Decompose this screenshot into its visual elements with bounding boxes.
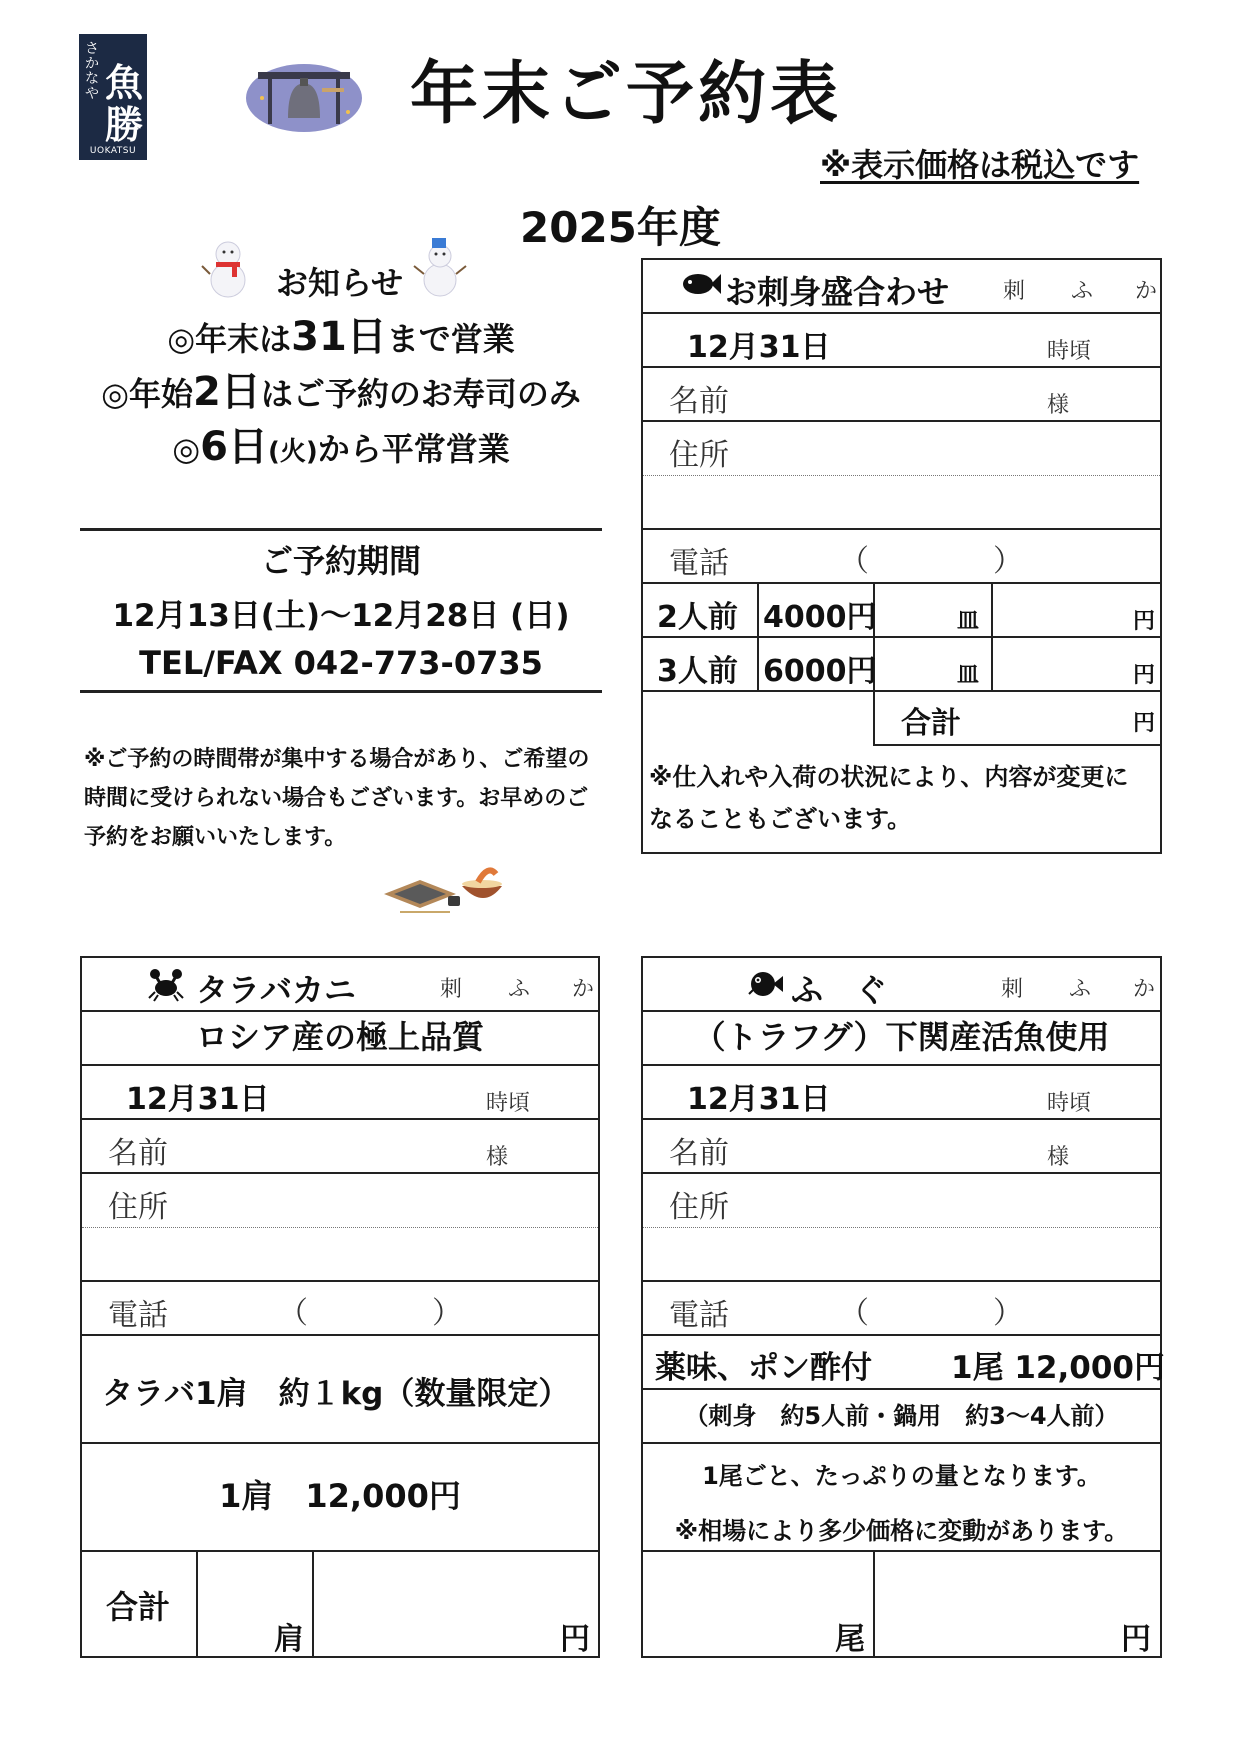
address-label: 住所 — [669, 438, 729, 473]
logo-en: UOKATSU — [89, 146, 137, 156]
name-label: 名前 — [108, 1136, 168, 1171]
sashimi-order-row-2 — [643, 638, 1160, 692]
crab-item: タラバ1肩 約１kg（数量限定） — [102, 1376, 570, 1412]
crab-address-row-2[interactable] — [82, 1228, 598, 1282]
shop-mark-3: か — [1133, 977, 1156, 1002]
crab-phone-row[interactable] — [82, 1282, 598, 1336]
fugu-date-row — [643, 1066, 1160, 1120]
crab-header-row — [82, 958, 598, 1012]
yen-unit: 円 — [1133, 663, 1156, 688]
crab-unit: 肩 — [274, 1622, 304, 1657]
time-suffix: 時頃 — [486, 1091, 531, 1116]
period-bottom-rule — [80, 690, 602, 693]
pickup-date: 12月31日 — [687, 1082, 831, 1117]
fugu-price: 1尾 12,000円 — [951, 1350, 1165, 1386]
crab-subtitle: ロシア産の極上品質 — [195, 1018, 484, 1056]
fugu-name-row[interactable] — [643, 1120, 1160, 1174]
page-title: 年末ご予約表 — [410, 55, 843, 134]
notice-heading: お知らせ — [276, 264, 404, 302]
sashimi-phone-row[interactable] — [643, 530, 1160, 584]
name-label: 名前 — [669, 384, 729, 419]
period-top-rule — [80, 528, 602, 531]
fugu-total-row — [643, 1552, 1160, 1656]
sashimi-header-row — [643, 260, 1160, 314]
size-label: 2人前 — [657, 600, 738, 635]
pickup-date: 12月31日 — [126, 1082, 270, 1117]
address-label: 住所 — [669, 1190, 729, 1225]
address-label: 住所 — [108, 1190, 168, 1225]
shop-mark-2: ふ — [1071, 279, 1094, 304]
crab-price: 1肩 12,000円 — [219, 1477, 461, 1515]
sashimi-order-row-1 — [643, 584, 1160, 638]
crab-yen: 円 — [560, 1622, 590, 1657]
total-label: 合計 — [106, 1588, 171, 1626]
shop-mark-2: ふ — [1069, 977, 1092, 1002]
fugu-header-row — [643, 958, 1160, 1012]
shop-mark-2: ふ — [508, 977, 531, 1002]
fugu-address-row-2[interactable] — [643, 1228, 1160, 1282]
fugu-note-2: ※相場により多少価格に変動があります。 — [674, 1517, 1129, 1545]
time-suffix: 時頃 — [1047, 1091, 1092, 1116]
plate-unit: 皿 — [957, 663, 980, 688]
name-suffix: 様 — [1047, 1145, 1070, 1170]
pufferfish-icon — [747, 968, 783, 1004]
shop-mark-3: か — [572, 977, 595, 1002]
phone-paren-open: （ — [278, 1296, 308, 1331]
shop-mark-1: 刺 — [1003, 279, 1026, 304]
plate-unit: 皿 — [957, 609, 980, 634]
fugu-address-row[interactable] — [643, 1174, 1160, 1228]
price-label: 6000円 — [763, 654, 877, 689]
crab-form — [80, 956, 600, 1658]
phone-label: 電話 — [108, 1298, 168, 1333]
logo-sub: さかなや — [85, 41, 99, 102]
soba-tempura-icon — [380, 860, 504, 916]
time-suffix: 時頃 — [1047, 339, 1092, 364]
crab-price-row — [82, 1444, 598, 1552]
phone-paren-open: （ — [839, 544, 869, 579]
phone-paren-open: （ — [839, 1296, 869, 1331]
notice-line-3: ◎6日(火)から平常営業 — [172, 424, 510, 470]
period-heading: ご予約期間 — [260, 542, 421, 580]
shop-mark-1: 刺 — [1001, 977, 1024, 1002]
fugu-subtitle: （トラフグ）下関産活魚使用 — [693, 1018, 1110, 1056]
sashimi-name-row[interactable] — [643, 368, 1160, 422]
fugu-unit: 尾 — [835, 1622, 865, 1657]
fish-icon — [681, 270, 721, 305]
sashimi-form — [641, 258, 1162, 854]
crab-name-row[interactable] — [82, 1120, 598, 1174]
snowman-icon — [200, 232, 256, 298]
fugu-notes-row — [643, 1444, 1160, 1552]
price-label: 4000円 — [763, 600, 877, 635]
crab-total-row — [82, 1552, 598, 1656]
phone-paren-close: ） — [432, 1296, 462, 1331]
name-suffix: 様 — [486, 1145, 509, 1170]
sashimi-date-row — [643, 314, 1160, 368]
fugu-yen: 円 — [1121, 1622, 1151, 1657]
fugu-form — [641, 956, 1165, 1658]
phone-label: 電話 — [669, 546, 729, 581]
fiscal-year: 2025年度 — [520, 203, 721, 252]
phone-paren-close: ） — [993, 1296, 1023, 1331]
crab-date-row — [82, 1066, 598, 1120]
phone-paren-close: ） — [993, 544, 1023, 579]
total-yen: 円 — [1133, 711, 1156, 736]
fugu-servings: （刺身 約5人前・鍋用 約3～4人前） — [684, 1402, 1119, 1430]
fugu-servings-row — [643, 1390, 1160, 1444]
fugu-note-1: 1尾ごと、たっぷりの量となります。 — [702, 1462, 1101, 1490]
pickup-date: 12月31日 — [687, 330, 831, 365]
period-tel: TEL/FAX 042-773-0735 — [139, 644, 543, 682]
fugu-subtitle-row — [643, 1012, 1160, 1066]
sashimi-address-row[interactable] — [643, 422, 1160, 476]
total-label: 合計 — [901, 706, 961, 741]
fugu-title: ふ ぐ — [791, 971, 888, 1009]
name-suffix: 様 — [1047, 393, 1070, 418]
shop-mark-3: か — [1135, 279, 1158, 304]
notice-line-1: ◎年末は31日まで営業 — [167, 314, 515, 360]
size-label: 3人前 — [657, 654, 738, 689]
phone-label: 電話 — [669, 1298, 729, 1333]
crab-icon — [148, 966, 184, 1006]
yen-unit: 円 — [1133, 609, 1156, 634]
logo — [79, 34, 147, 160]
logo-text: 魚勝 — [105, 61, 144, 147]
tax-note: ※表示価格は税込です — [820, 146, 1140, 184]
fugu-phone-row[interactable] — [643, 1282, 1160, 1336]
period-dates: 12月13日(土)～12月28日 (日) — [112, 598, 570, 634]
fugu-condiment-row — [643, 1336, 1165, 1390]
period-note: ※ご予約の時間帯が集中する場合があり、ご希望の時間に受けられない場合もございます。お早めのご予約をお願いいたします。 — [84, 747, 590, 850]
sashimi-total-cell — [873, 692, 1160, 746]
crab-subtitle-row — [82, 1012, 598, 1066]
crab-address-row[interactable] — [82, 1174, 598, 1228]
temple-bell-icon — [244, 58, 364, 134]
crab-item-row — [82, 1336, 598, 1444]
shop-mark-1: 刺 — [440, 977, 463, 1002]
fugu-condiment: 薬味、ポン酢付 — [655, 1350, 872, 1386]
sashimi-note: ※仕入れや入荷の状況により、内容が変更になることもございます。 — [649, 763, 1129, 833]
snowman-icon — [412, 232, 468, 298]
sashimi-title: お刺身盛合わせ — [725, 273, 950, 311]
crab-title: タラバカニ — [196, 971, 357, 1009]
name-label: 名前 — [669, 1136, 729, 1171]
notice-line-2: ◎年始2日はご予約のお寿司のみ — [101, 369, 581, 415]
sashimi-address-row-2[interactable] — [643, 476, 1160, 530]
